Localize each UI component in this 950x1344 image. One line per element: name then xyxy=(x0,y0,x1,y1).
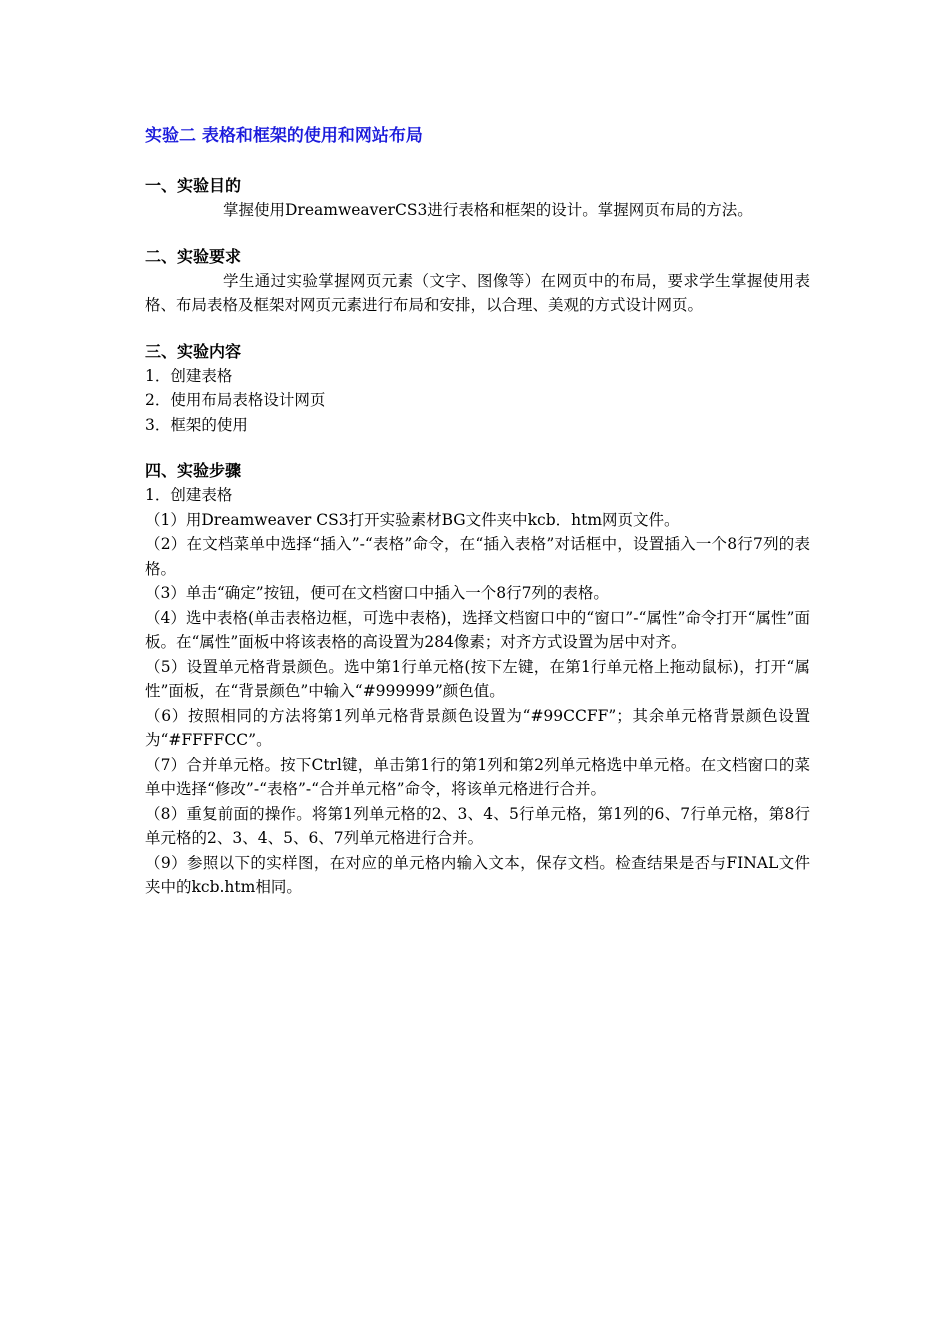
step-item: （1）用Dreamweaver CS3打开实验素材BG文件夹中kcb．htm网页文件。 xyxy=(145,510,680,529)
document-page xyxy=(145,124,810,922)
section-steps xyxy=(145,459,810,900)
section-text-requirements: 学生通过实验掌握网页元素（文字、图像等）在网页中的布局，要求学生掌握使用表格、布局表格及框架对网页元素进行布局和安排，以合理、美观的方式设计网页。 xyxy=(145,271,810,314)
content-item: 1．创建表格 xyxy=(145,366,233,385)
step-item: （2）在文档菜单中选择“插入”-“表格”命令，在“插入表格”对话框中，设置插入一个8行7列的表格。 xyxy=(145,535,810,578)
section-text-purpose: 掌握使用DreamweaverCS3进行表格和框架的设计。掌握网页布局的方法。 xyxy=(223,201,753,219)
section-purpose xyxy=(145,174,810,223)
content-item: 2．使用布局表格设计网页 xyxy=(145,391,326,409)
section-heading-content: 三、实验内容 xyxy=(145,341,242,361)
step-item: （5）设置单元格背景颜色。选中第1行单元格(按下左键，在第1行单元格上拖动鼠标)，打开“属性”面板，在“背景颜色”中输入“#999999”颜色值。 xyxy=(145,657,810,700)
step-item: （4）选中表格(单击表格边框，可选中表格)，选择文档窗口中的“窗口”-“属性”命令打开“属性”面板。在“属性”面板中将该表格的高设置为284像素；对齐方式设置为居中对齐。 xyxy=(145,608,810,651)
step-item: （9）参照以下的实样图，在对应的单元格内输入文本，保存文档。检查结果是否与FINAL文件夹中的kcb.htm相同。 xyxy=(145,853,810,896)
section-requirements xyxy=(145,245,810,318)
step-item: （6）按照相同的方法将第1列单元格背景颜色设置为“#99CCFF”；其余单元格背景颜色设置为“#FFFFCC”。 xyxy=(145,706,810,749)
document-title: 实验二 表格和框架的使用和网站布局 xyxy=(145,126,423,146)
step-item: （7）合并单元格。按下Ctrl键，单击第1行的第1列和第2列单元格选中单元格。在文档窗口的菜单中选择“修改”-“表格”-“合并单元格”命令，将该单元格进行合并。 xyxy=(145,755,810,798)
section-content xyxy=(145,340,810,438)
step-item: （8）重复前面的操作。将第1列单元格的2、3、4、5行单元格，第1列的6、7行单元格，第8行单元格的2、3、4、5、6、7列单元格进行合并。 xyxy=(145,804,810,847)
section-heading-requirements: 二、实验要求 xyxy=(145,246,242,266)
section-heading-purpose: 一、实验目的 xyxy=(145,176,242,195)
steps-subheading: 1．创建表格 xyxy=(145,486,233,504)
section-heading-steps: 四、实验步骤 xyxy=(145,461,242,480)
content-item: 3．框架的使用 xyxy=(145,415,248,434)
step-item: （3）单击“确定”按钮，便可在文档窗口中插入一个8行7列的表格。 xyxy=(145,584,609,602)
